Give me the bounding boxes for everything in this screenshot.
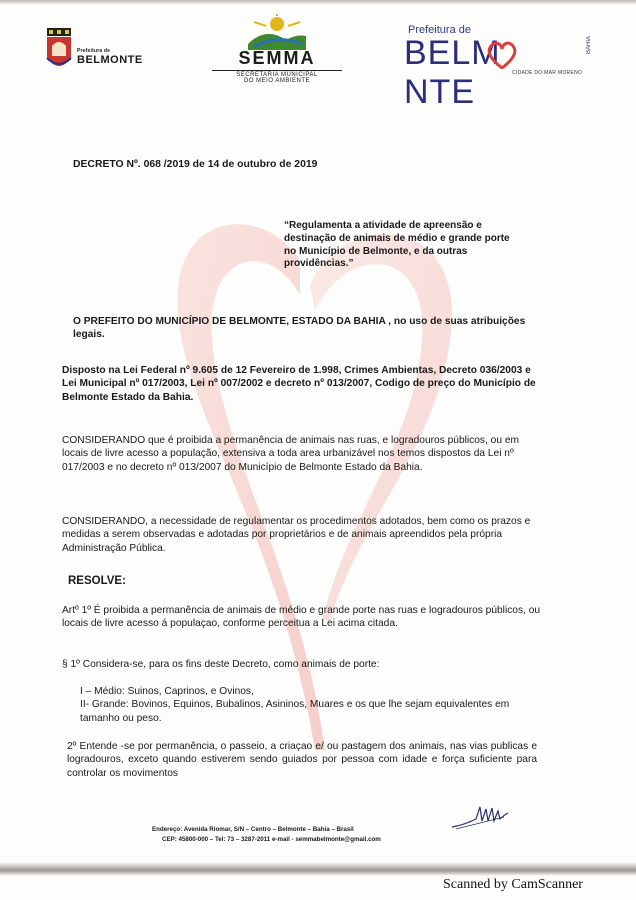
animal-size-list	[80, 685, 550, 725]
right-logo-prefeitura: Prefeitura de	[408, 24, 471, 36]
paragraph-1: § 1º Considera-se, para os fins deste Decreto, como animais de porte:	[62, 659, 380, 670]
legal-basis-paragraph: Disposto na Lei Federal nº 9.605 de 12 Fevereiro de 1.998, Crimes Ambientas, Decreto 036/2003 e Lei Municipal nº 017/2003, Lei nº 007/2002 e decreto nº 013/2007, Codigo de preço do Município de Belmonte Estado da Bahia.	[62, 365, 536, 403]
semma-subtitle-2: DO MEIO AMBIENTE	[243, 78, 310, 84]
paragraph-2: 2º Entende -se por permanência, o passeio, a criaçao e/ ou pastagem dos animais, nas vias publicas e logradouros, exceto quando estiverem sendo guiados por pessoa com idade e força suficiente para controlar os movimentos	[67, 741, 537, 779]
mayor-preamble: O PREFEITO DO MUNICÍPIO DE BELMONTE, ESTADO DA BAHIA , no uso de suas atribuições legais.	[73, 316, 526, 341]
right-logo-slogan: CIDADE DO MAR MORENO	[512, 70, 583, 76]
sun-hills-icon	[246, 14, 308, 50]
footer-contact-line: CEP: 45800-000 – Tel: 73 – 3287-2011 e-mail - semmabelmonte@gmail.com	[162, 836, 381, 843]
footer-address-line: Endereço: Avenida Riomar, S/N – Centro – Belmonte – Bahia – Brasil	[152, 826, 354, 833]
semma-subtitle-1: SECRETARIA MUNICIPAL	[212, 70, 342, 78]
scanner-watermark-label: Scanned by CamScanner	[443, 877, 583, 892]
left-logo-prefeitura: Prefeitura de	[77, 48, 111, 54]
resolve-heading: RESOLVE:	[68, 575, 126, 587]
heart-icon	[487, 41, 517, 69]
decree-title: DECRETO Nº. 068 /2019 de 14 de outubro de 2019	[73, 159, 318, 170]
article-1: Artº 1º É proibida a permanência de animais de médio e grande porte nas ruas e logradouros públicos, ou locais de livre acesso á populaçao, conforme perceitua a Lei acima citada.	[62, 605, 541, 630]
prefeitura-belmonte-logo	[400, 24, 600, 111]
scan-edge-top	[0, 0, 636, 5]
semma-title: SEMMA	[238, 48, 316, 68]
considering-paragraph-1: CONSIDERANDO que é proibida a permanência de animais nas ruas, e logradouros públicos, ou em locais de livre acesso a população, extensiva a toda area urbanizável nos temos dispostos da Lei nº 017/2003 e no decreto nº 013/2007 do Município de Belmonte Estado da Bahia.	[62, 435, 519, 473]
list-item-medium: I – Médio: Suinos, Caprinos, e Ovinos,	[80, 686, 254, 697]
right-logo-word-start: BELM	[404, 34, 501, 72]
left-logo-name: BELMONTE	[77, 54, 143, 66]
decree-summary: “Regulamenta a atividade de apreensão e destinação de animais de médio e grande porte no Município de Belmonte, e da outras providências.”	[284, 220, 510, 270]
right-logo-state: BAHIA	[586, 36, 592, 55]
footer-address	[150, 825, 470, 845]
list-item-large: II- Grande: Bovinos, Equinos, Bubalinos, Asininos, Muares e os que lhe sejam equivalentes em tamanho ou peso.	[80, 699, 510, 724]
semma-logo	[212, 14, 342, 84]
city-crest-icon	[44, 28, 74, 74]
belmonte-crest-logo	[44, 28, 144, 80]
right-logo-word-end: NTE	[404, 73, 475, 111]
considering-paragraph-2: CONSIDERANDO, a necessidade de regulamentar os procedimentos adotados, bem como os prazos e medidas a serem observadas e adotadas por proprietários e de animais apreendidos pela própria Administração Pública.	[62, 516, 531, 554]
scan-edge-bottom	[0, 862, 636, 876]
